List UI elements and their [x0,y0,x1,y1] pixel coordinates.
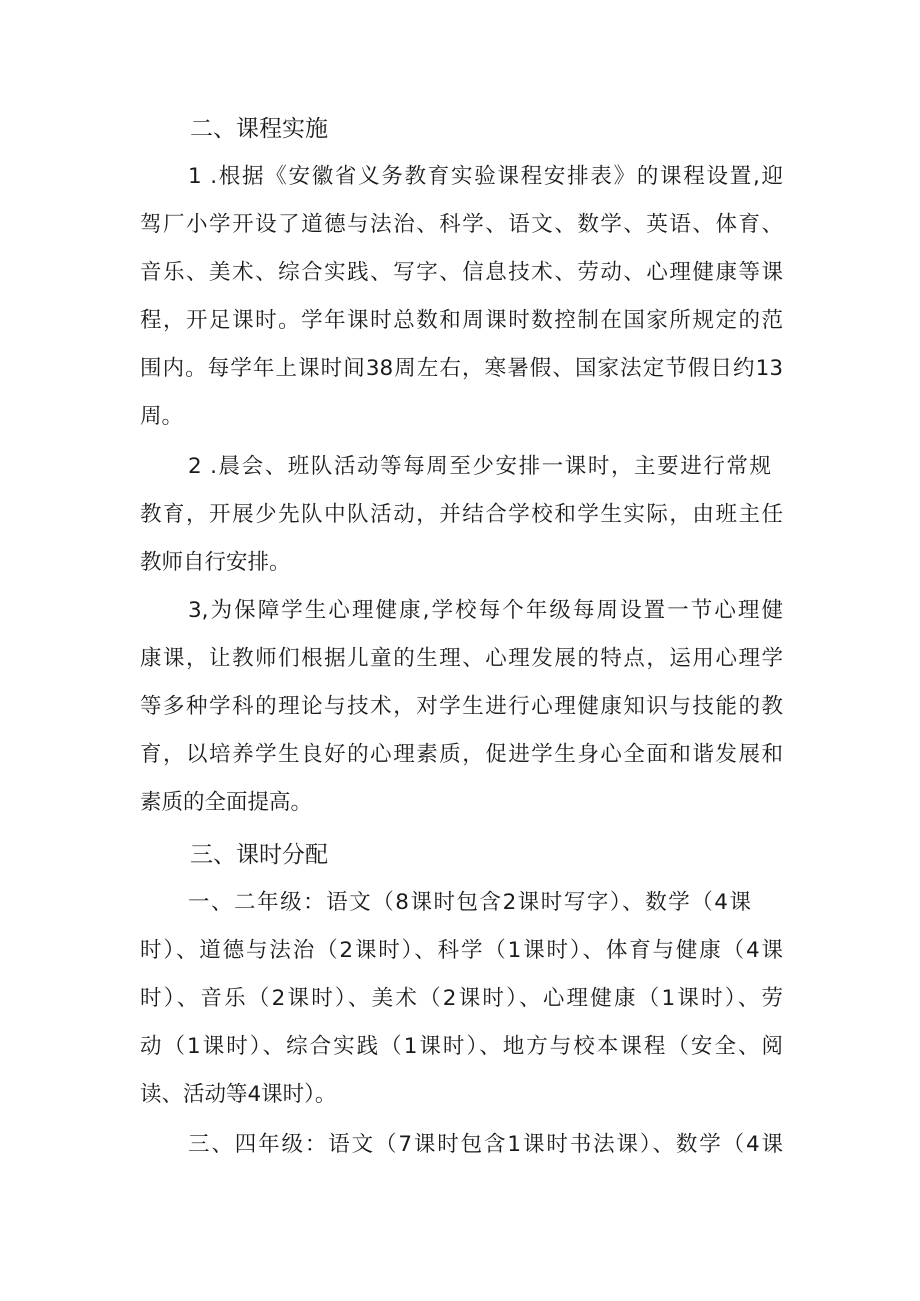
paragraph-line: 3,为保障学生心理健康,学校每个年级每周设置一节心理健 [188,598,783,623]
paragraph-line: 等多种学科的理论与技术，对学生进行心理健康知识与技能的教 [140,694,783,719]
paragraph-line: 周。 [140,404,184,429]
paragraph-line: 音乐、美术、综合实践、写字、信息技术、劳动、心理健康等课 [140,260,783,285]
section-heading-course-implementation: 二、课程实施 [190,116,328,142]
paragraph-line: 素质的全面提高。 [140,790,313,815]
paragraph-line: 教育，开展少先队中队活动，并结合学校和学生实际，由班主任 [140,502,783,527]
paragraph-line: 康课，让教师们根据儿童的生理、心理发展的特点，运用心理学 [140,646,783,671]
paragraph-line: 动（1课时）、综合实践（1课时）、地方与校本课程（安全、阅 [140,1034,783,1059]
paragraph-line: 时）、音乐（2课时）、美术（2课时）、心理健康（1课时）、劳 [140,986,783,1011]
paragraph-line: 时）、道德与法治（2课时）、科学（1课时）、体育与健康（4课 [140,938,783,963]
section-heading-class-hours: 三、课时分配 [190,842,328,868]
paragraph-line: 2 .晨会、班队活动等每周至少安排一课时，主要进行常规 [188,454,771,479]
paragraph-line: 三、四年级：语文（7课时包含1课时书法课）、数学（4课 [188,1132,783,1157]
paragraph-line: 程，开足课时。学年课时总数和周课时数控制在国家所规定的范 [140,308,783,333]
paragraph-line: 教师自行安排。 [140,550,291,575]
paragraph-line: 驾厂小学开设了道德与法治、科学、语文、数学、英语、体育、 [140,212,783,237]
paragraph-line: 一、二年级：语文（8课时包含2课时写字）、数学（4课 [188,890,751,915]
paragraph-line: 围内。每学年上课时间38周左右，寒暑假、国家法定节假日约13 [140,356,783,381]
paragraph-line: 育，以培养学生良好的心理素质，促进学生身心全面和谐发展和 [140,742,783,767]
paragraph-line: 读、活动等4课时）。 [140,1082,337,1107]
paragraph-line: 1 .根据《安徽省义务教育实验课程安排表》的课程设置,迎 [188,164,783,189]
